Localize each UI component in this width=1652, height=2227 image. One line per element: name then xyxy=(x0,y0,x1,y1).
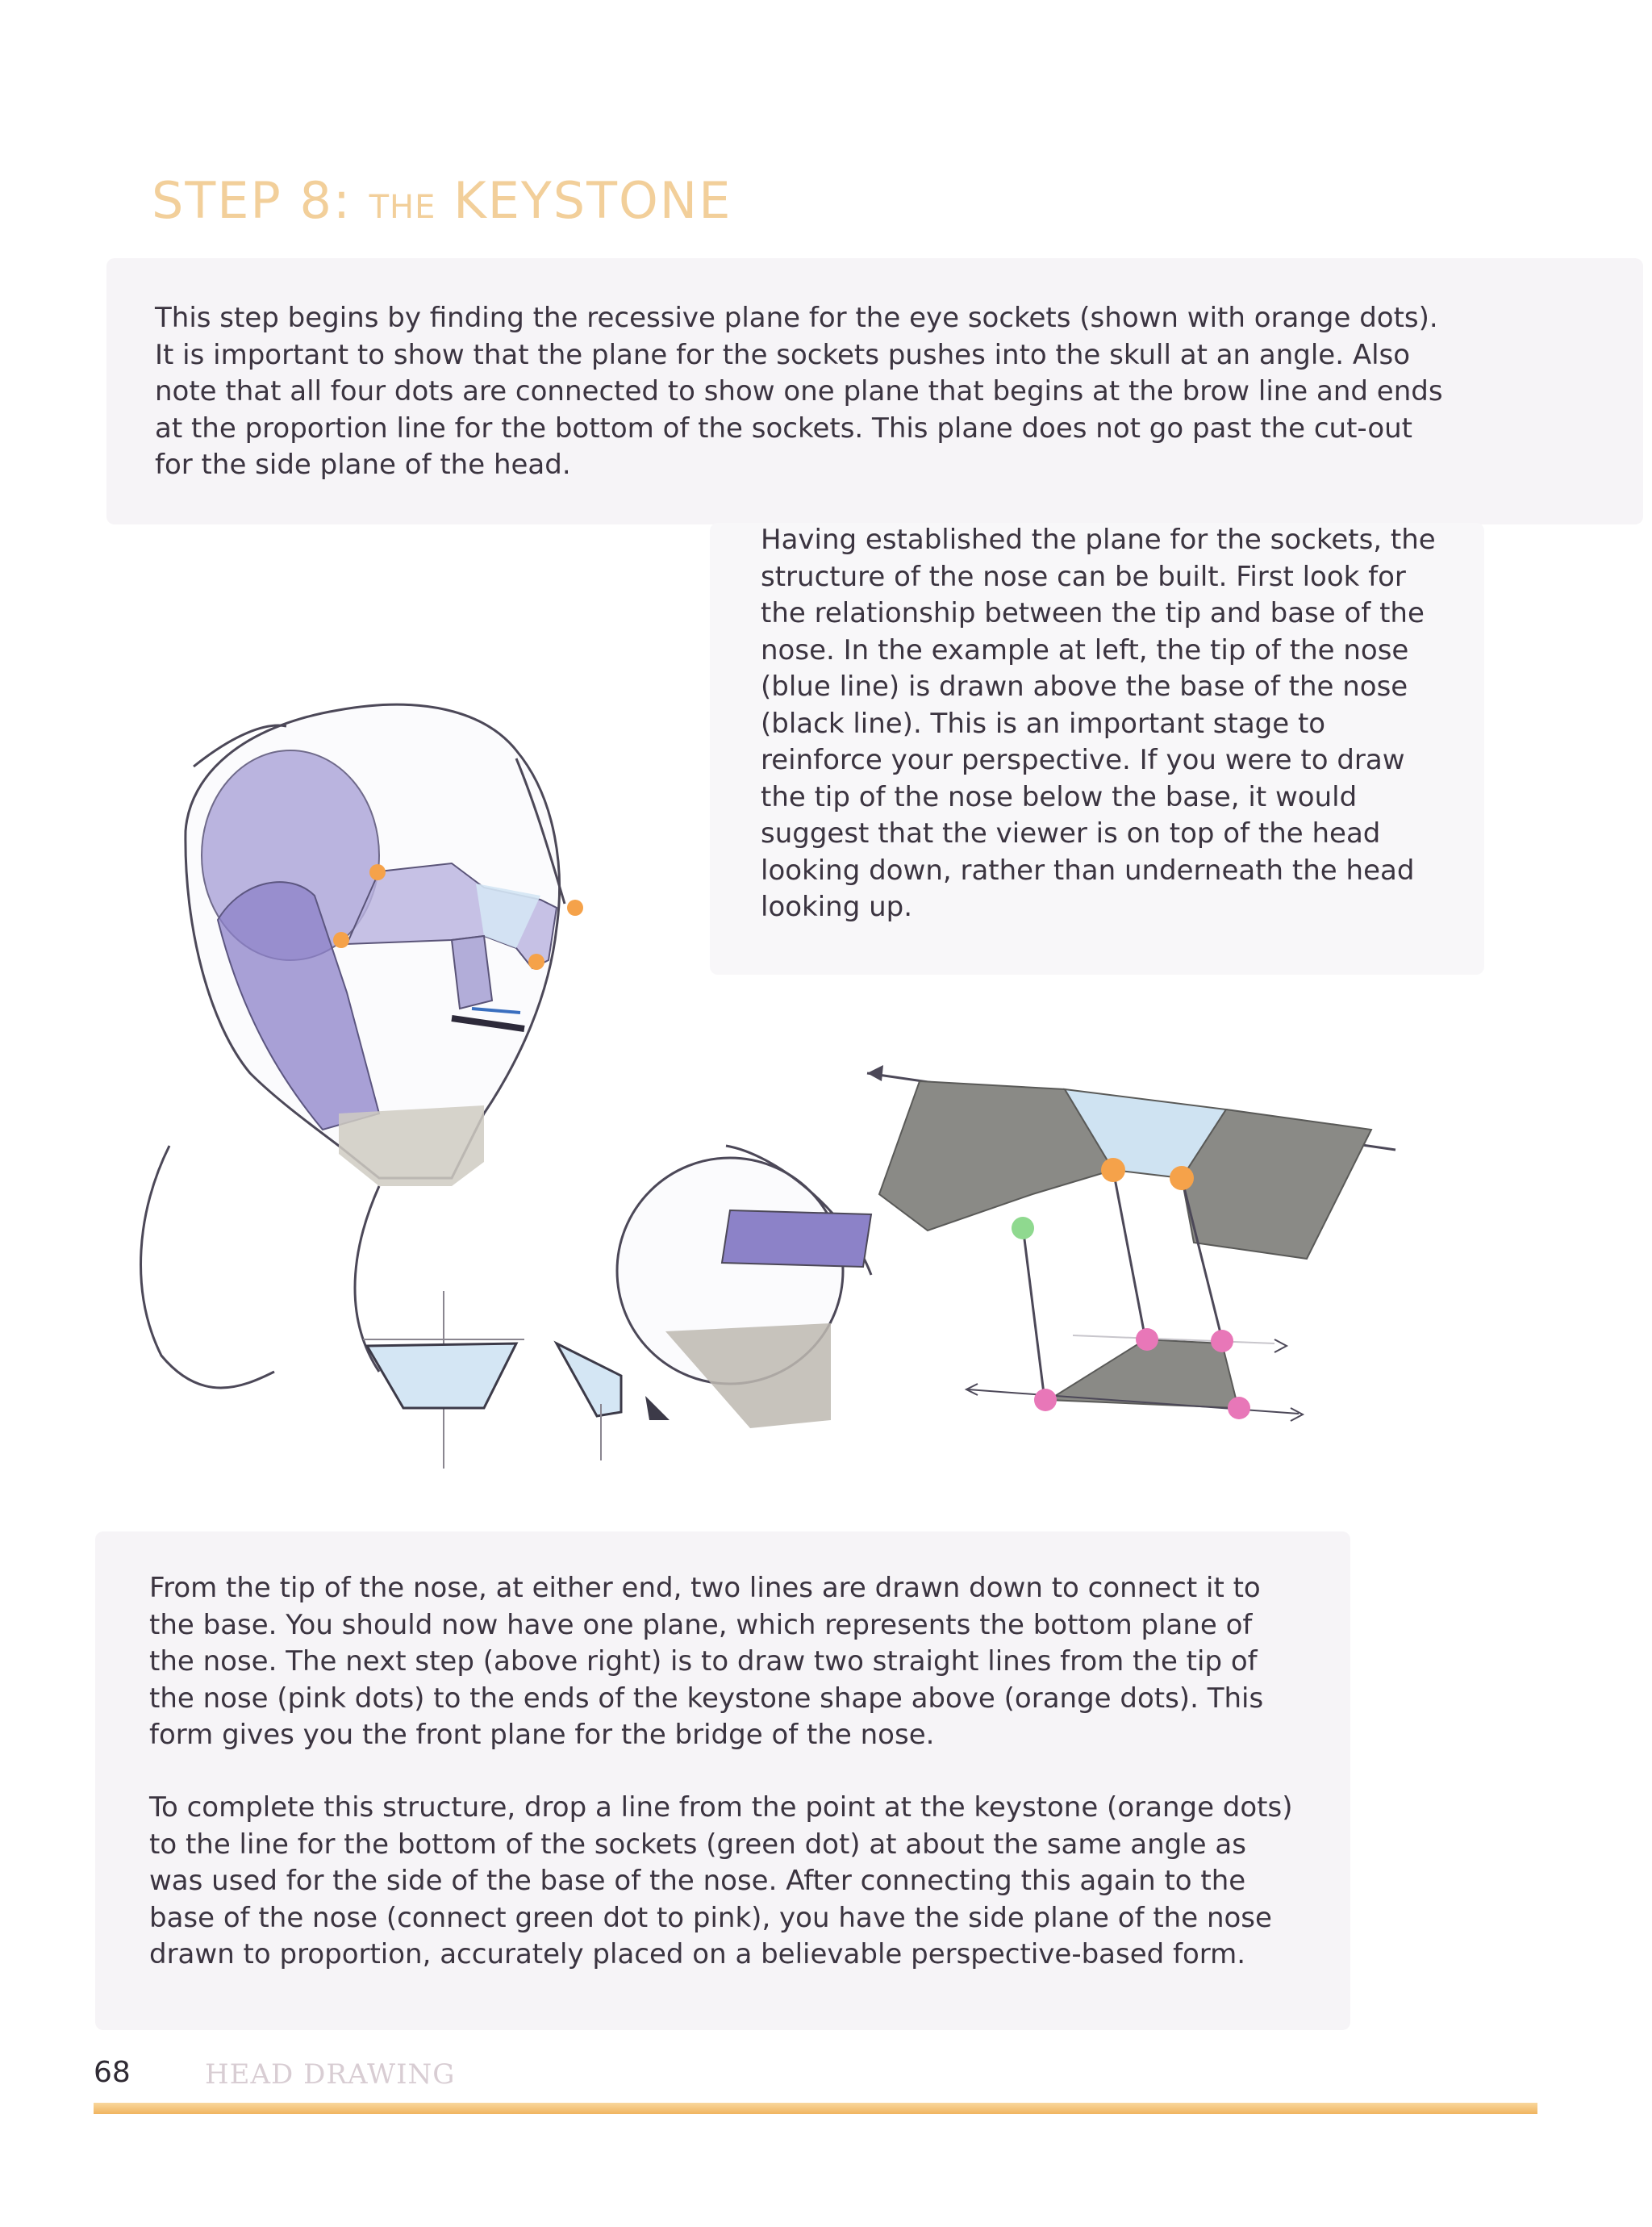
orange-dot xyxy=(333,932,349,948)
page-number: 68 xyxy=(94,2056,131,2089)
pink-dot xyxy=(1211,1330,1233,1352)
keystone-diagram xyxy=(617,1065,1395,1428)
orange-dot xyxy=(567,900,583,916)
intro-paragraph: This step begins by finding the recessive plane for the eye sockets (shown with orange dots). It is important to show that the plane for the sockets pushes into the skull at an angle. Also note that all four dots are connected to show one plane that begins at the brow line and ends at the proportion line for the bottom of the sockets. This plane does not go past the cut-out for the side plane of the head. xyxy=(155,302,1443,481)
orange-dot xyxy=(1170,1166,1194,1190)
orange-dot xyxy=(1101,1158,1125,1182)
title-the: THE xyxy=(369,189,436,226)
pink-dot xyxy=(1136,1328,1158,1351)
footer-bar xyxy=(94,2103,1537,2114)
bridge-paragraph: From the tip of the nose, at either end, two lines are drawn down to connect it to the base. You should now have one plane, which represents the bottom plane of the nose. The next step (above right) is to draw two straight lines from the tip of the nose (pink dots) to the ends of the keystone shape above (orange dots). This form gives you the front plane for the bridge of the nose. xyxy=(149,1572,1264,1751)
side-plane-paragraph: To complete this structure, drop a line from the point at the keystone (orange dots) to the line for the bottom of the sockets (green dot) at about the same angle as was used for the side of the base of the nose. After connecting this again to the base of the nose (connect green dot to pink), you have the side plane of the nose drawn to proportion, accurately placed on a believable perspective-based form. xyxy=(149,1791,1293,1970)
orange-dot xyxy=(528,954,544,970)
pink-dot xyxy=(1228,1397,1250,1419)
book-title: HEAD DRAWING xyxy=(205,2058,456,2091)
head-figure-left xyxy=(141,704,670,1469)
green-dot xyxy=(1012,1217,1034,1239)
nose-paragraph: Having established the plane for the sockets, the structure of the nose can be built. First look for the relationship between the tip and base of the nose. In the example at left, the tip of the nose (blue line) is drawn above the base of the nose (black line). This is an important stage to reinforce your perspective. If you were to draw the tip of the nose below the base, it would suggest that the viewer is on top of the head looking down, rather than underneath the head looking up. xyxy=(761,524,1436,923)
pink-dot xyxy=(1034,1389,1057,1411)
title-step: STEP 8: xyxy=(152,171,352,230)
title-main: KEYSTONE xyxy=(453,171,732,230)
orange-dot xyxy=(369,864,386,880)
